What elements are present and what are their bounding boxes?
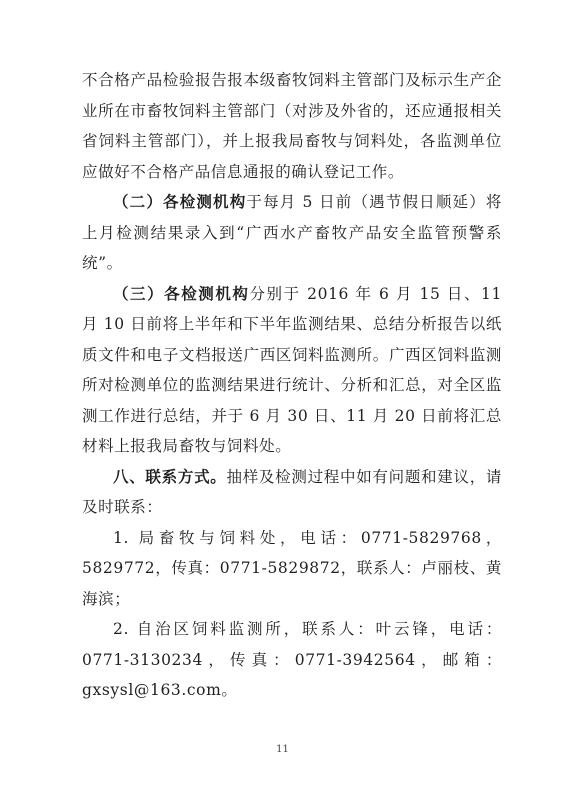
contact-item-bureau: [82, 523, 502, 615]
paragraph-text: 不合格产品检验报告报本级畜牧饲料主管部门及标示生产企业所在市畜牧饲料主管部门（对涉及外省的，还应通报相关省饲料主管部门），并上报我局畜牧与饲料处，各监测单位应做好不合格产品信息通报的确认登记工作。: [82, 71, 502, 181]
paragraph-text: 于每月 5 日前（遇节假日顺延）将上月检测结果录入到“广西水产畜牧产品安全监管预警系统”。: [82, 193, 502, 272]
page-number: 11: [276, 744, 289, 755]
paragraph-monthly-entry: [82, 187, 502, 279]
paragraph-report-notification: [82, 65, 502, 187]
contact-text: 2. 自治区饲料监测所，联系人：叶云锋，电话：0771-3130234，传真：0771-3942564，邮箱：gxsysl@163.com。: [82, 620, 502, 699]
paragraph-text: 抽样及检测过程中如有问题和建议，请及时联系：: [82, 467, 503, 516]
section-label: （三）各检测机构: [113, 284, 250, 303]
section-heading: 八、联系方式。: [113, 467, 227, 486]
section-label: （二）各检测机构: [113, 193, 247, 211]
contact-item-monitoring-institute: [82, 614, 502, 706]
paragraph-text: 分别于 2016 年 6 月 15 日、11 月 10 日前将上半年和下半年监测结果、总结分析报告以纸质文件和电子文档报送广西区饲料监测所。广西区饲料监测所对检测单位的监测结果进行统计、分析和汇总，对全区监测工作进行总结，并于 6 月 30 日、11 月 20 日前将汇总材料上报我局畜牧与饲料处。: [82, 284, 502, 455]
document-body: [82, 65, 502, 706]
contact-text: 1. 局畜牧与饲料处，电话：0771-5829768，5829772，传真：0771-5829872，联系人：卢丽枝、黄海滨；: [82, 528, 502, 608]
paragraph-semiannual-report: [82, 279, 502, 462]
paragraph-contact-heading: [82, 462, 502, 523]
